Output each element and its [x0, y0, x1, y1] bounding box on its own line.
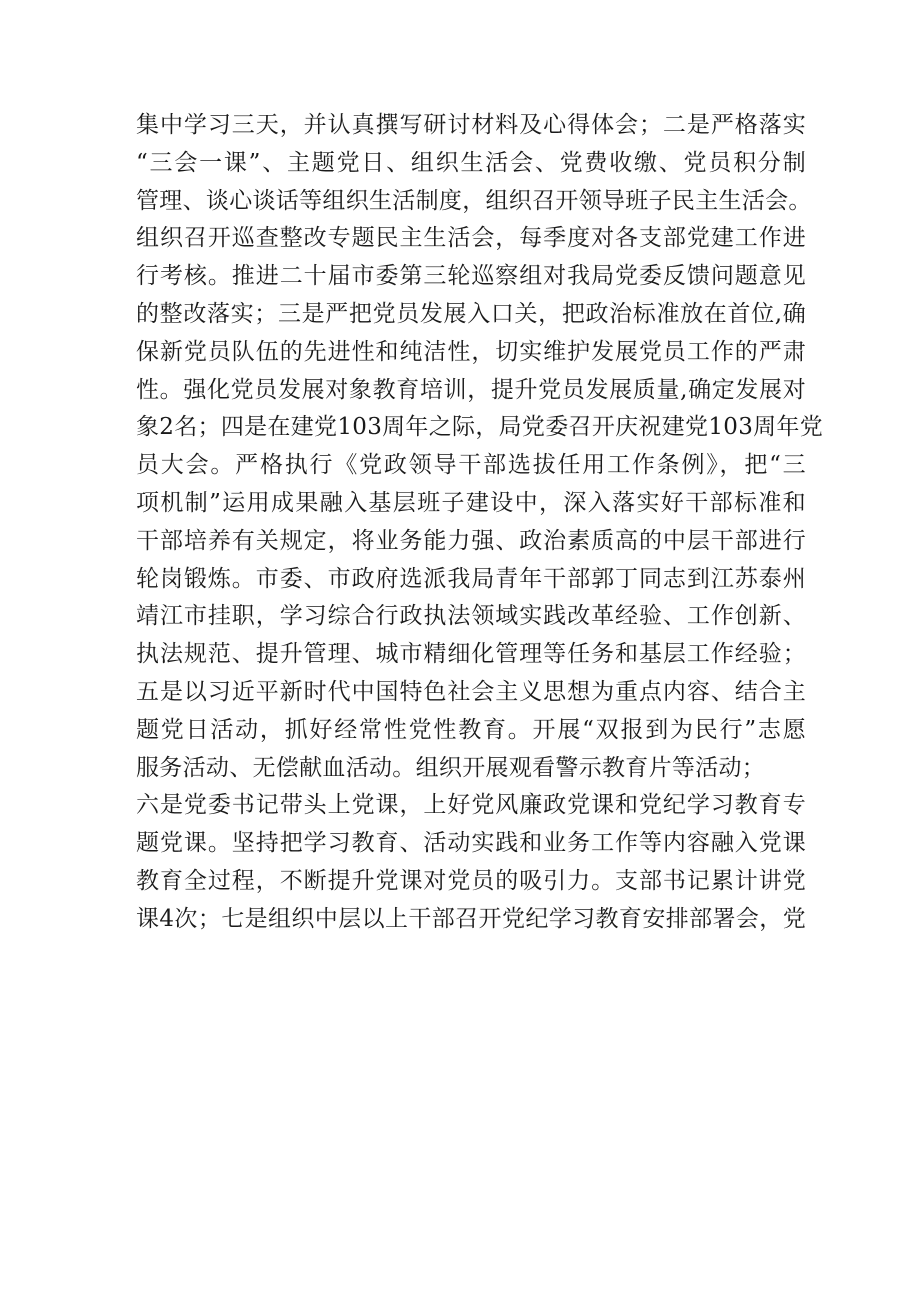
text-line-15: 执法规范、提升管理、城市精细化管理等任务和基层工作经验；: [136, 641, 806, 668]
text-line-10: 员大会。严格执行《党政领导干部选拔任用工作条例》，把“三: [136, 452, 806, 479]
text-line-14: 靖江市挂职，学习综合行政执法领域实践改革经验、工作创新、: [136, 603, 806, 630]
text-line-6: 的整改落实；三是严把党员发展入口关，把政治标准放在首位,确: [136, 300, 806, 327]
text-line-19: 六是党委书记带头上党课，上好党风廉政党课和党纪学习教育专: [136, 792, 806, 819]
text-line-20: 题党课。坚持把学习教育、活动实践和业务工作等内容融入党课: [136, 830, 806, 857]
text-line-3: 管理、谈心谈话等组织生活制度，组织召开领导班子民主生活会。: [136, 187, 812, 214]
text-line-11: 项机制”运用成果融入基层班子建设中，深入落实好干部标准和: [136, 489, 806, 516]
text-line-17: 题党日活动，抓好经常性党性教育。开展“双报到为民行”志愿: [136, 716, 806, 743]
text-line-5: 行考核。推进二十届市委第三轮巡察组对我局党委反馈问题意见: [136, 263, 806, 290]
text-line-22: 课4次；七是组织中层以上干部召开党纪学习教育安排部署会，党: [136, 905, 806, 932]
text-line-1: 集中学习三天，并认真撰写研讨材料及心得体会；二是严格落实: [136, 112, 806, 138]
text-line-2: “三会一课”、主题党日、组织生活会、党费收缴、党员积分制: [136, 149, 806, 176]
text-line-4: 组织召开巡查整改专题民主生活会，每季度对各支部党建工作进: [136, 225, 806, 252]
text-line-18: 服务活动、无偿献血活动。组织开展观看警示教育片等活动；: [136, 754, 766, 781]
text-line-16: 五是以习近平新时代中国特色社会主义思想为重点内容、结合主: [136, 678, 806, 705]
text-line-21: 教育全过程，不断提升党课对党员的吸引力。支部书记累计讲党: [136, 867, 806, 894]
text-line-8: 性。强化党员发展对象教育培训，提升党员发展质量,确定发展对: [136, 376, 806, 403]
text-line-12: 干部培养有关规定，将业务能力强、政治素质高的中层干部进行: [136, 527, 806, 554]
body-text: [136, 107, 824, 939]
text-line-7: 保新党员队伍的先进性和纯洁性，切实维护发展党员工作的严肃: [136, 338, 806, 365]
text-line-13: 轮岗锻炼。市委、市政府选派我局青年干部郭丁同志到江苏泰州: [136, 565, 806, 592]
text-line-9: 象2名；四是在建党103周年之际，局党委召开庆祝建党103周年党: [136, 414, 824, 441]
